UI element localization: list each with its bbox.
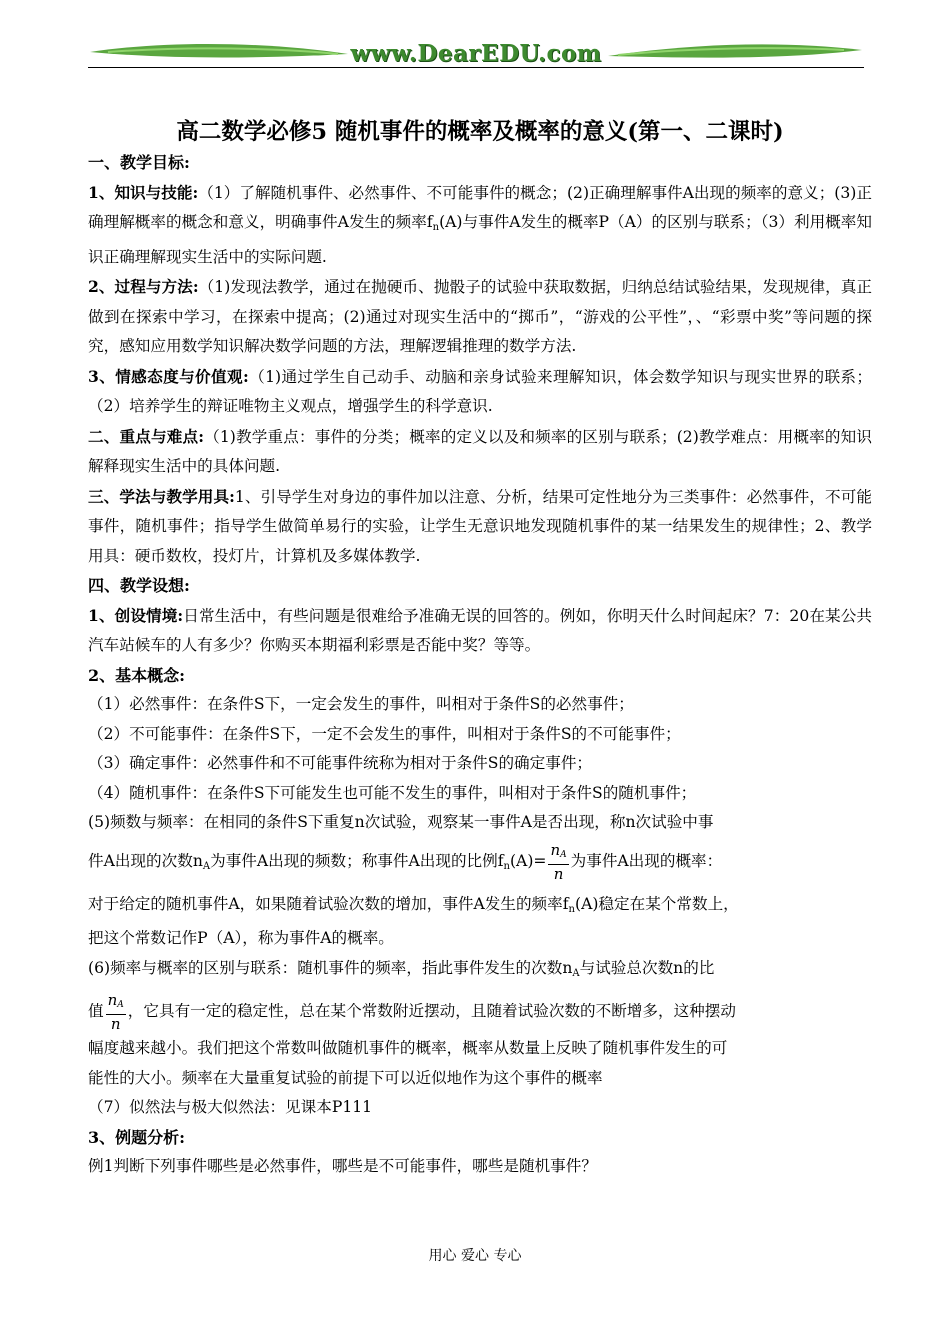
header-rule [88,67,864,68]
freq-symbol: $f_n$ [497,851,510,872]
concept-item-6-line-2: 值 $\frac{n_A}{n}$ ，它具有一定的稳定性，总在某个常数附近摆动，且随着试验次数的不断增多，这种摆动 [88,991,736,1033]
objective-process-label: 2、过程与方法: [88,277,199,296]
scenario-text: 日常生活中，有些问题是很难给予准确无误的回答的。例如，你明天什么时间起床？7：20在某公共汽车站候车的人有多少？你购买本期福利彩票是否能中奖？等等。 [88,606,873,654]
count-symbol: $n_A$ [562,958,580,979]
frequency-fraction: $\frac{n_A}{n}$ [550,840,567,883]
section-2-label: 二、重点与难点: [88,426,204,446]
site-header [88,38,864,70]
section-2 [88,422,872,482]
section-4-heading: 四、教学设想: [88,576,190,595]
concept-item-5-line-1: (5)频数与频率：在相同的条件S下重复n次试验，观察某一事件A是否出现，称n次试验中事 [88,813,714,831]
objective-attitude [88,362,872,422]
section-3-text: 1、引导学生对身边的事件加以注意、分析，结果可定性地分为三类事件：必然事件，不可能事件，随机事件；指导学生做简单易行的实验，让学生无意识地发现随机事件的某一结果发生的规律性；2、教学用具：硬币数枚，投灯片，计算机及多媒体教学. [88,487,872,565]
concept-item-6-line-3: 幅度越来越小。我们把这个常数叫做随机事件的概率，概率从数量上反映了随机事件发生的可 [88,1039,728,1057]
example-1: 例1判断下列事件哪些是必然事件，哪些是不可能事件，哪些是随机事件？ [88,1157,597,1175]
section-3 [88,482,872,572]
concept-item-6-line-1: (6)频率与概率的区别与联系：随机事件的频率，指此事件发生的次数$n_A$与试验总次数n的比 [88,958,715,979]
concept-item-5-line-3: 对于给定的随机事件A，如果随着试验次数的增加，事件A发生的频率$f_n(A)$稳定在某个常数上， [88,894,739,915]
objective-attitude-label: 3、情感态度与价值观: [88,366,249,386]
concept-item-6-line-4: 能性的大小。频率在大量重复试验的前提下可以近似地作为这个事件的概率 [88,1068,603,1087]
concept-item-4: （4）随机事件：在条件S下可能发生也可能不发生的事件，叫相对于条件S的随机事件； [88,783,697,802]
concept-item-5-line-4: 把这个常数记作P（A），称为事件A的概率。 [88,929,394,947]
objective-knowledge-text: （1）了解随机事件、必然事件、不可能事件的概念；(2)正确理解事件A出现的频率的意义；(3)正确理解概率的概念和意义，明确事件A发生的频率 [88,183,872,231]
page-title: 高二数学必修5 随机事件的概率及概率的意义(第一、二课时) [176,119,784,145]
freq-symbol: $f_n$ [426,213,440,233]
scenario-label: 1、创设情境: [88,605,184,625]
objective-process-text: （1)发现法教学，通过在抛硬币、抛骰子的试验中获取数据，归纳总结试验结果，发现规律，真正做到在探索中学习，在探索中提高；(2)通过对现实生活中的“掷币”，“游戏的公平性”，、“彩票中奖”等问题的探究，感知应用数学知识解决数学问题的方法，理解逻辑推理的数学方法. [88,278,872,355]
scenario [88,601,872,661]
site-logo-text: www.DearEDU.com [350,40,602,67]
objective-knowledge-label: 1、知识与技能: [88,182,199,202]
objective-attitude-text: （1)通过学生自己动手、动脑和亲身试验来理解知识，体会数学知识与现实世界的联系；（2）培养学生的辩证唯物主义观点，增强学生的科学意识. [88,367,873,415]
objective-process [88,272,872,362]
concept-item-7: （7）似然法与极大似然法：见课本P111 [88,1098,373,1116]
ratio-fraction: $\frac{n_A}{n}$ [107,991,124,1033]
concepts-label: 2、基本概念: [88,665,186,685]
concept-item-1: （1）必然事件：在条件S下，一定会发生的事件，叫相对于条件S的必然事件； [88,695,634,713]
objective-knowledge-text-2: (A)与事件A发生的概率P（A）的区别与联系；（3）利用概率知识正确理解现实生活中的实际问题. [88,213,872,266]
objective-knowledge [88,178,872,273]
concept-item-5-line-2: 件A出现的次数$n_A$为事件A出现的频数；称事件A出现的比例$f_n(A)=$ $\frac{n_A}{n}$ 为事件A出现的概率： [88,840,723,883]
section-3-label: 三、学法与教学用具: [88,486,235,506]
document-body [88,116,872,1182]
section-2-text: （1)教学重点：事件的分类；概率的定义以及和频率的区别与联系；(2)教学难点：用概率的知识解释现实生活中的具体问题. [88,427,872,475]
page-footer: 用心 爱心 专心 [428,1248,522,1264]
freq-symbol: $f_n$ [562,894,575,915]
concept-item-3: （3）确定事件：必然事件和不可能事件统称为相对于条件S的确定事件； [88,754,593,772]
concept-item-2: （2）不可能事件：在条件S下，一定不会发生的事件，叫相对于条件S的不可能事件； [88,724,681,743]
section-1-heading: 一、教学目标: [88,153,190,172]
count-symbol: $n_A$ [192,851,211,872]
examples-label: 3、例题分析: [88,1127,186,1147]
